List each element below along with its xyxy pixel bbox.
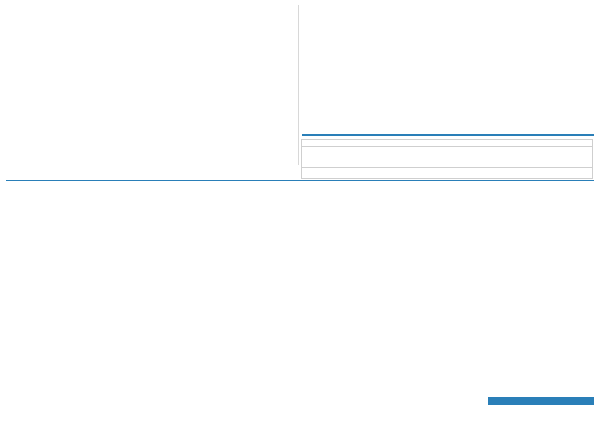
fees-section [101, 30, 193, 162]
qualification-header-row [302, 147, 592, 168]
course-table-header [6, 171, 594, 181]
how-to-apply-footnote [302, 128, 594, 132]
country-group-row [302, 140, 592, 147]
footnote-right [204, 396, 394, 408]
general-fees-section [196, 30, 294, 162]
intl-steps [395, 37, 489, 133]
column-divider [298, 5, 299, 165]
accent-rule [302, 134, 594, 136]
research-steps [494, 37, 594, 133]
undergrad-steps [302, 37, 390, 133]
footer-banner [488, 397, 594, 405]
footnote-left [6, 396, 196, 408]
english-tests-section [6, 30, 98, 162]
